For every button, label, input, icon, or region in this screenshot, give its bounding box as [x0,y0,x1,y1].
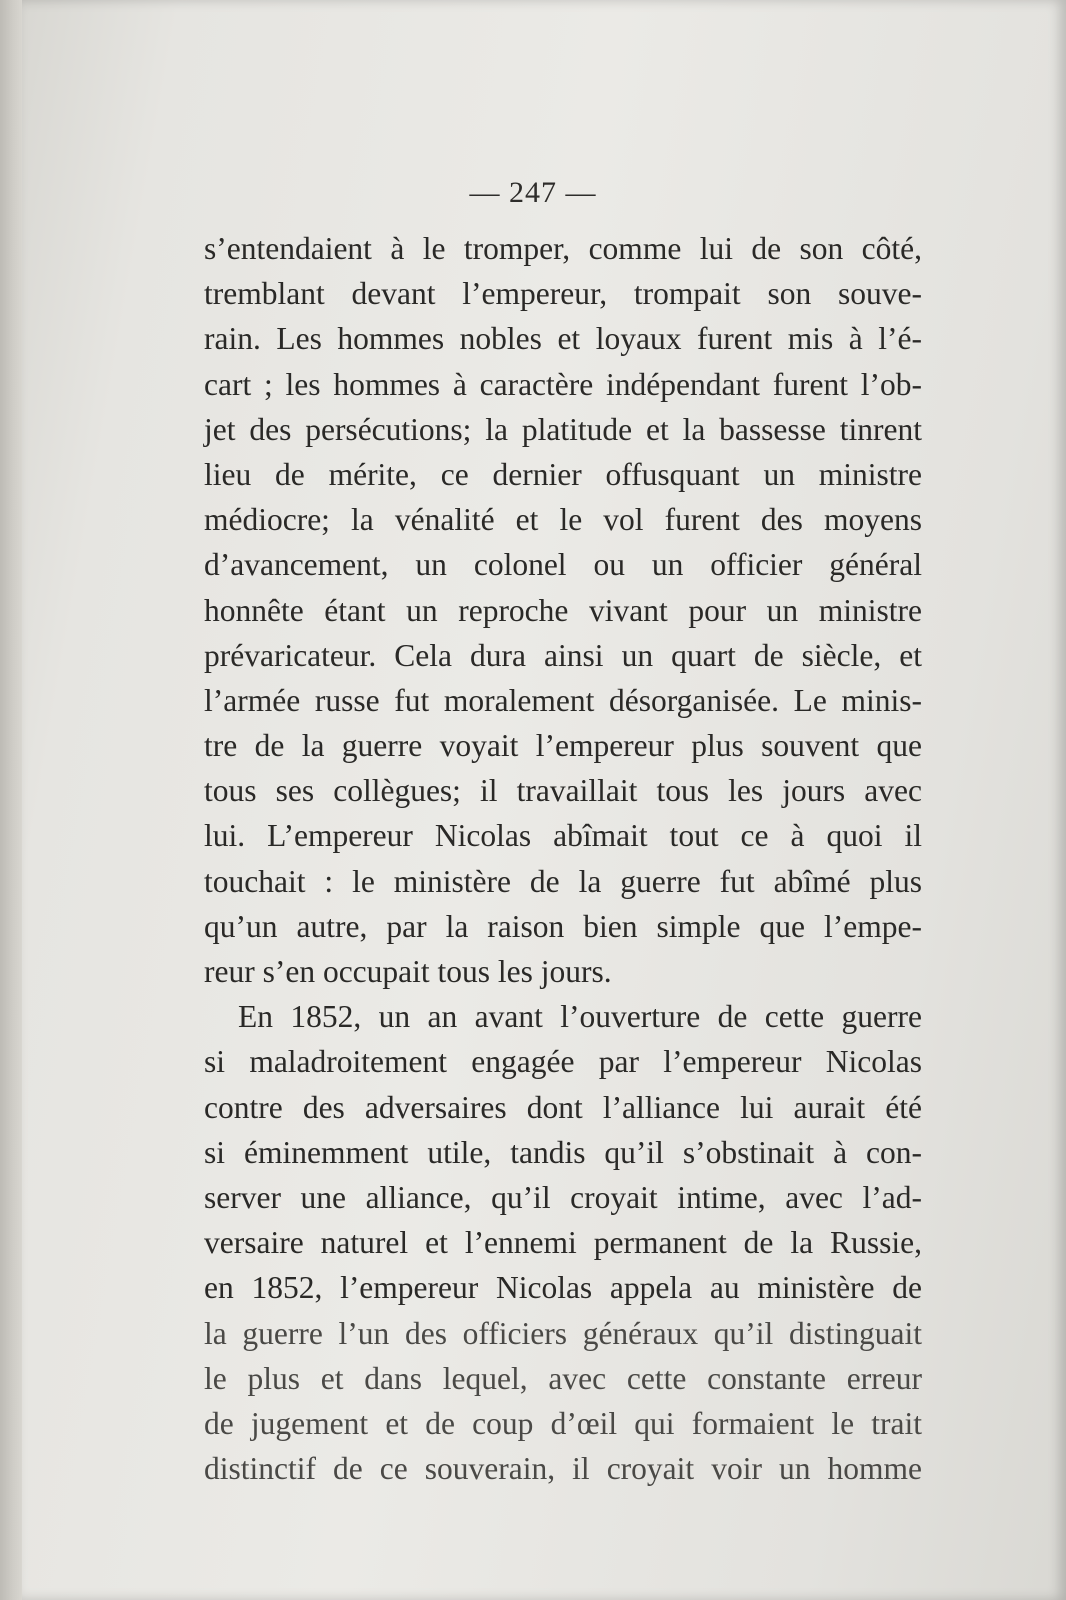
text-line: touchait : le ministère de la guerre fut abîmé plus [204,863,922,899]
text-line: tremblant devant l’empereur, trompait son souve- [204,276,922,312]
text-line: le plus et dans lequel, avec cette constante erreur [204,1360,922,1396]
text-line: tre de la guerre voyait l’empereur plus souvent que [204,728,922,764]
text-line: honnête étant un reproche vivant pour un ministre [204,592,922,628]
paragraph-end-line: reur s’en occupait tous les jours. [204,954,612,989]
text-line: rain. Les hommes nobles et loyaux furent mis à l’é- [204,321,922,357]
text-line: lieu de mérite, ce dernier offusquant un ministre [204,456,922,492]
text-line: versaire naturel et l’ennemi permanent de la Russie, [204,1225,922,1261]
book-gutter [0,0,22,1600]
paragraph-start-line: En 1852, un an avant l’ouverture de cette guerre [238,999,922,1035]
text-line: médiocre; la vénalité et le vol furent des moyens [204,502,922,538]
body-text [204,226,922,1491]
text-line: si éminemment utile, tandis qu’il s’obstinait à con- [204,1134,922,1170]
text-line: lui. L’empereur Nicolas abîmait tout ce à quoi il [204,818,922,854]
text-line: l’armée russe fut moralement désorganisée. Le minis- [204,682,922,718]
text-line: s’entendaient à le tromper, comme lui de son côté, [204,231,922,266]
text-line: de jugement et de coup d’œil qui formaient le trait [204,1405,922,1441]
text-line: contre des adversaires dont l’alliance lui aurait été [204,1089,922,1125]
text-line: si maladroitement engagée par l’empereur Nicolas [204,1044,922,1080]
page-number: — 247 — [469,176,597,209]
text-line: cart ; les hommes à caractère indépendant furent l’ob- [204,366,922,402]
text-line: distinctif de ce souverain, il croyait voir un homme [204,1451,922,1487]
text-line: jet des persécutions; la platitude et la bassesse tinrent [204,411,922,447]
text-line: d’avancement, un colonel ou un officier général [204,547,922,583]
text-line: qu’un autre, par la raison bien simple que l’empe- [204,908,922,944]
text-line: prévaricateur. Cela dura ainsi un quart de siècle, et [204,637,922,673]
text-line: la guerre l’un des officiers généraux qu’il distinguait [204,1315,922,1351]
text-line: tous ses collègues; il travaillait tous les jours avec [204,773,922,809]
text-line: en 1852, l’empereur Nicolas appela au ministère de [204,1270,922,1306]
text-line: server une alliance, qu’il croyait intime, avec l’ad- [204,1179,922,1215]
